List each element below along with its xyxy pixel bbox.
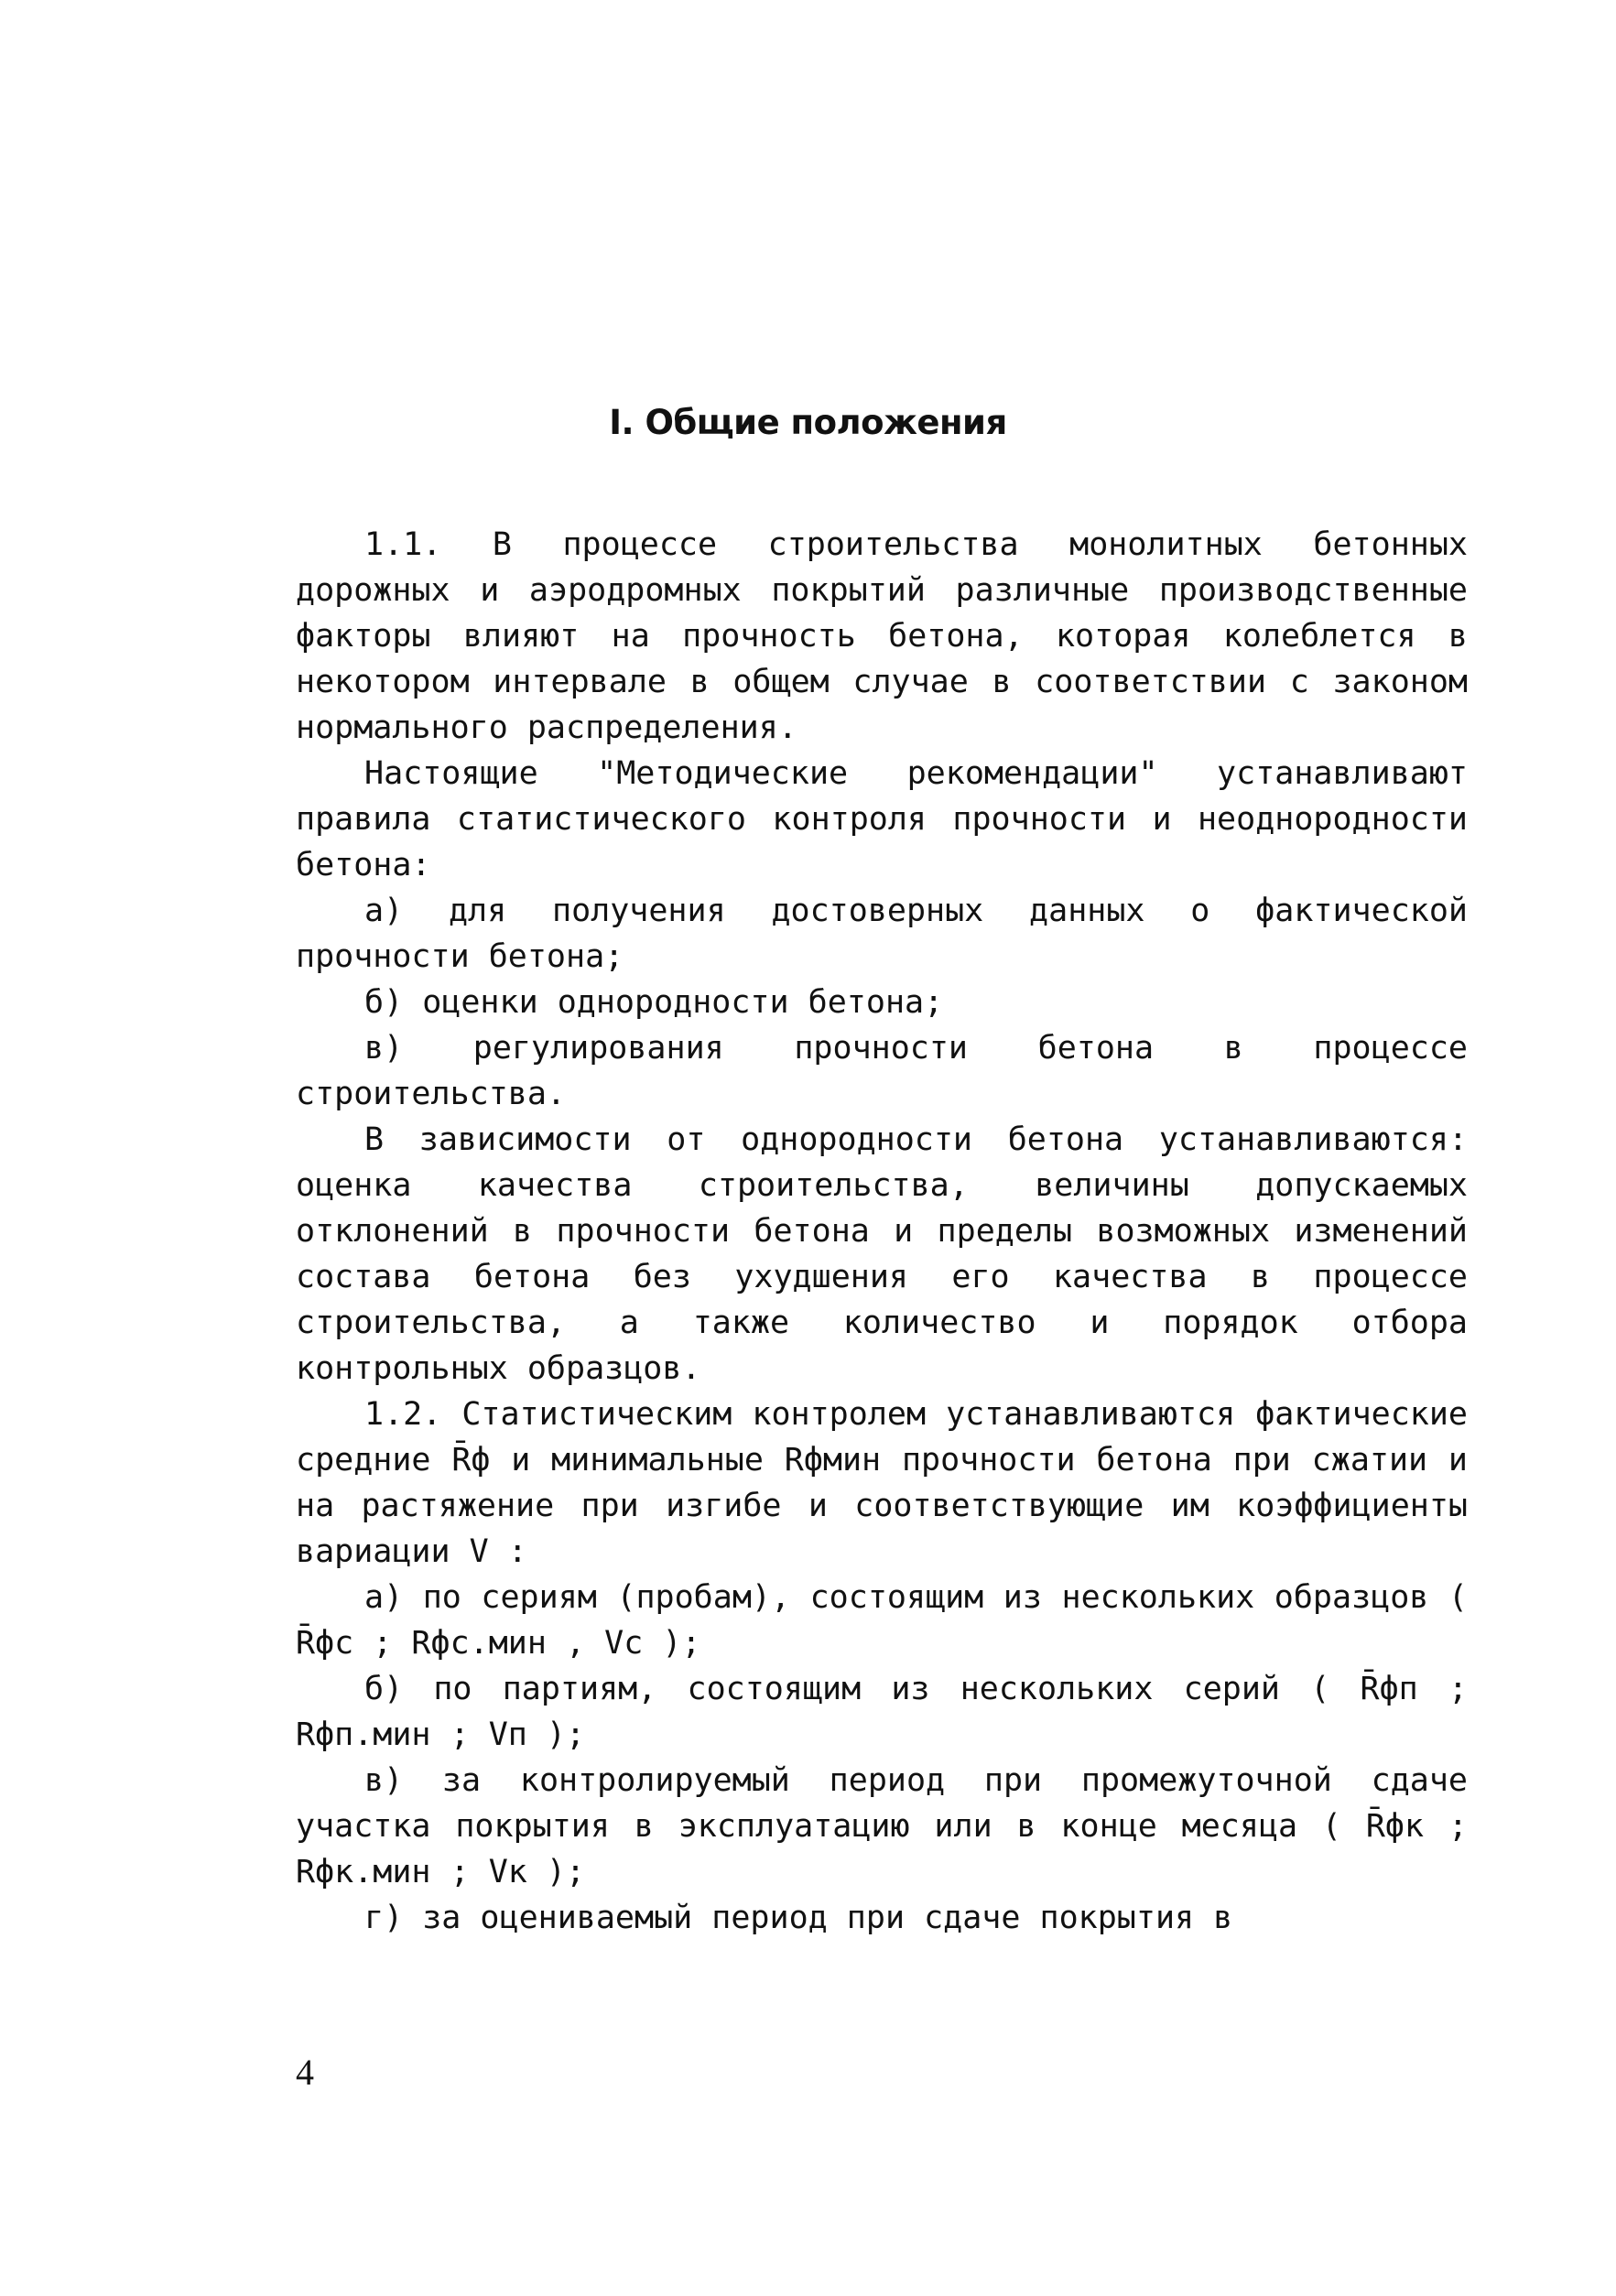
paragraph-1-1: 1.1. В процессе строительства монолитных бетонных дорожных и аэродромных покрытий различные производственные факторы влияют на прочность бетона, которая колеблется в некотором интервале в общем случае в соответствии с законом нормального распределения. bbox=[296, 526, 1468, 746]
list-item-batches: б) по партиям, состоящим из нескольких серий ( R̄фп ; Rфп.мин ; Vп ); bbox=[296, 1671, 1468, 1753]
list-item-period: в) за контролируемый период при промежуточной сдаче участка покрытия в эксплуатацию или в конце месяца ( R̄фк ; Rфк.мин ; Vк ); bbox=[296, 1762, 1468, 1890]
list-item-series: а) по сериям (пробам), состоящим из нескольких образцов ( R̄фс ; Rфс.мин , Vс ); bbox=[296, 1579, 1468, 1662]
list-item-b: б) оценки однородности бетона; bbox=[364, 984, 944, 1021]
paragraph-dependency: В зависимости от однородности бетона устанавливаются: оценка качества строительства, величины допускаемых отклонений в прочности бетона и пределы возможных изменений состава бетона без ухудшения его качества в процессе строительства, а также количество и порядок отбора контрольных образцов. bbox=[296, 1121, 1468, 1387]
paragraph-intro: Настоящие "Методические рекомендации" устанавливают правила статистического контроля прочности и неоднородности бетона: bbox=[296, 755, 1468, 883]
list-item-assessed-period: г) за оцениваемый период при сдаче покрытия в bbox=[364, 1900, 1233, 1936]
list-item-a: а) для получения достоверных данных о фактической прочности бетона; bbox=[296, 893, 1468, 975]
list-item-v: в) регулирования прочности бетона в процессе строительства. bbox=[296, 1030, 1468, 1112]
page-number: 4 bbox=[296, 2052, 314, 2093]
paragraph-1-2: 1.2. Статистическим контролем устанавливаются фактические средние R̄ф и минимальные Rфмин прочности бетона при сжатии и на растяжение при изгибе и соответствующие им коэффициенты вариации V : bbox=[296, 1396, 1468, 1570]
section-heading: I. Общие положения bbox=[609, 403, 1007, 442]
body-text bbox=[296, 522, 1468, 1941]
